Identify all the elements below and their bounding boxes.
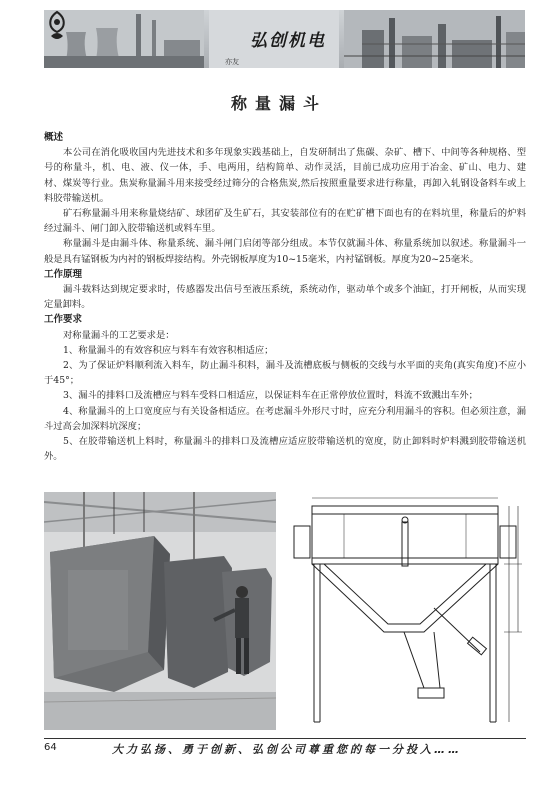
paragraph: 矿石称量漏斗用来称量烧结矿、球团矿及生矿石，其安装部位有的在贮矿槽下面也有的在料坑里，称量后的炉料经过漏斗、闸门卸入胶带输送机或料车里。 <box>44 208 526 235</box>
brand-name: 弘创机电 <box>250 31 326 51</box>
list-item: 5、在胶带输送机上料时，称量漏斗的排料口及流槽应适应胶带输送机的宽度，防止卸料时炉料溅到胶带输送机外。 <box>44 436 526 463</box>
paragraph: 称量漏斗是由漏斗体、称量系统、漏斗闸门启闭等部分组成。本节仅就漏斗体、称量系统加以叙述。称量漏斗一般是具有锰钢板为内衬的钢板焊接结构。外壳钢板厚度为10~15毫米，内衬锰钢板。厚度为20~25毫米。 <box>44 238 526 265</box>
company-logo-icon <box>44 10 70 44</box>
paragraph: 对称量漏斗的工艺要求是： <box>63 329 175 341</box>
logo-subtext: 亦友 <box>225 58 239 66</box>
section-heading-principle: 工作原理 <box>44 268 83 280</box>
header-banner <box>44 10 525 68</box>
footer-rule <box>44 738 526 739</box>
paragraph: 漏斗载料达到规定要求时，传感器发出信号至液压系统，系统动作，驱动单个或多个油缸，打开闸板，从而实现定量卸料。 <box>44 284 526 311</box>
paragraph: 本公司在消化吸收国内先进技术和多年现象实践基础上，自发研制出了焦碳、杂矿、槽下、中间等各种规格、型号的称量斗，机、电、液、仪一体，手、电两用，结构简单、动作灵活，目前已成功应用于冶金、矿山、电力、建材、煤炭等行业。焦炭称量漏斗用来接受经过筛分的合格焦炭,然后按照重量要求进行称量，再卸入轧钢设备料车或上料胶带输送机。 <box>44 147 526 204</box>
section-heading-requirements: 工作要求 <box>44 314 83 326</box>
list-item: 4、称量漏斗的上口宽度应与有关设备相适应。在考虑漏斗外形尺寸时，应充分利用漏斗的容积。但必须注意，漏斗过高会加深料坑深度； <box>44 405 526 432</box>
list-item: 2、为了保证炉料顺利流入料车，防止漏斗积料，漏斗及流槽底板与侧板的交线与水平面的夹角(真实角度)不应小于45°； <box>44 360 526 387</box>
list-item: 1、称量漏斗的有效容积应与料车有效容积相适应； <box>63 344 274 356</box>
list-item: 3、漏斗的排料口及流槽应与料车受料口相适应，以保证料车在正常停放位置时，料流不致溅出车外； <box>63 390 478 402</box>
section-heading-overview: 概述 <box>44 132 64 143</box>
footer-slogan: 大力弘扬、勇于创新、弘创公司尊重您的每一分投入…… <box>112 743 462 756</box>
page-title: 称量漏斗 <box>230 94 327 113</box>
page-number: 64 <box>44 742 57 753</box>
technical-drawing <box>284 492 526 730</box>
factory-photo <box>44 492 276 730</box>
article-body <box>44 130 526 464</box>
